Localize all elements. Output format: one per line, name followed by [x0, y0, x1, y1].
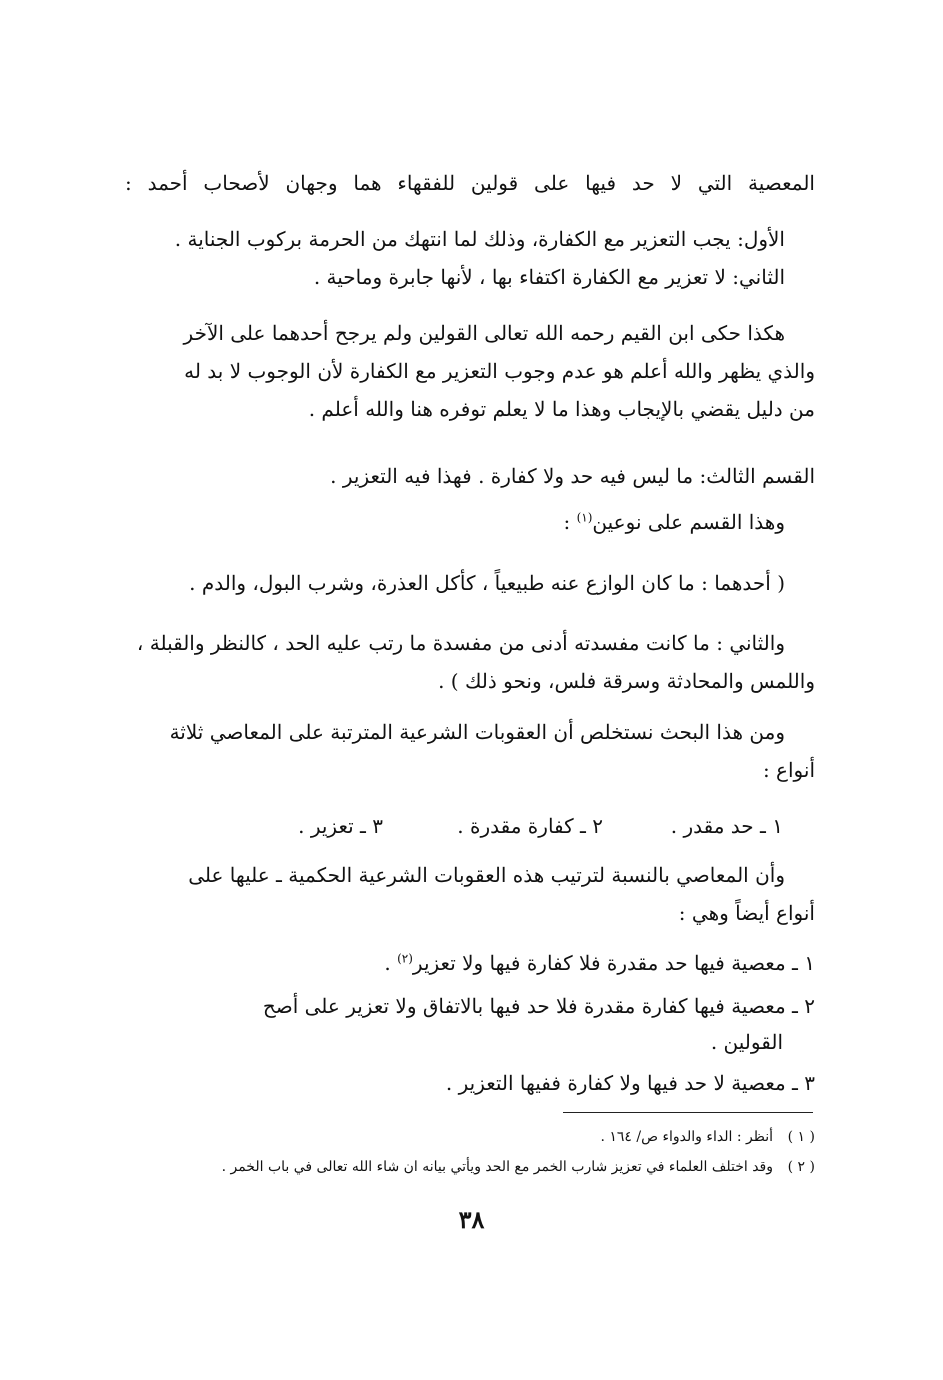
paragraph-line: ( أحدهما : ما كان الوازع عنه طبيعياً ، كأكل العذرة، وشرب البول، والدم .: [189, 571, 785, 595]
inline-text: ١ ـ معصية فيها حد مقدرة فلا كفارة فيها ولا تعزير: [412, 951, 815, 975]
list-item: ٢ ـ معصية فيها كفارة مقدرة فلا حد فيها بالاتفاق ولا تعزير على أصح: [262, 994, 815, 1018]
inline-text: :: [563, 510, 577, 534]
footnote-ref: (١): [576, 510, 593, 525]
paragraph-line: هكذا حكى ابن القيم رحمه الله تعالى القولين ولم يرجح أحدهما على الآخر: [183, 321, 785, 345]
list-item: ٣ ـ معصية لا حد فيها ولا كفارة ففيها التعزير .: [445, 1071, 815, 1095]
paragraph-line: [125, 507, 785, 537]
footnote-mark: ( ٢ ): [787, 1159, 815, 1175]
type-item: ٢ ـ كفارة مقدرة .: [457, 814, 603, 838]
paragraph-line: والذي يظهر والله أعلم هو عدم وجوب التعزير مع الكفارة لأن الوجوب لا بد له: [184, 359, 815, 383]
footnote: [115, 1126, 815, 1148]
paragraph-line: الأول: يجب التعزير مع الكفارة، وذلك لما انتهك من الحرمة بركوب الجناية .: [174, 227, 785, 251]
list-item: [125, 948, 815, 978]
type-item: ١ ـ حد مقدر .: [670, 814, 783, 838]
paragraph-line: المعصية التي لا حد فيها على قولين للفقهاء هما وجهان لأصحاب أحمد :: [125, 171, 815, 195]
footnote-text: وقد اختلف العلماء في تعزيز شارب الخمر مع الحد ويأتي بيانه ان شاء الله تعالى في باب الخمر .: [221, 1159, 773, 1175]
type-item: ٣ ـ تعزير .: [298, 814, 383, 838]
list-item-continuation: القولين .: [710, 1030, 783, 1054]
footnote-mark: ( ١ ): [787, 1129, 815, 1145]
paragraph-line: الثاني: لا تعزير مع الكفارة اكتفاء بها ، لأنها جابرة وماحية .: [313, 265, 785, 289]
paragraph-line: واللمس والمحادثة وسرقة فلس، ونحو ذلك ) .: [438, 669, 815, 693]
page-number: ٣٨: [458, 1205, 485, 1234]
paragraph-line: من دليل يقضي بالإيجاب وهذا ما لا يعلم توفره هنا والله أعلم .: [308, 397, 815, 421]
footnote-text: أنظر : الداء والدواء ص/ ١٦٤ .: [600, 1129, 773, 1145]
footnote: [115, 1156, 815, 1178]
paragraph-line: ومن هذا البحث نستخلص أن العقوبات الشرعية المترتبة على المعاصي ثلاثة: [169, 720, 785, 744]
footnote-separator: [563, 1112, 813, 1113]
paragraph-line: والثاني : ما كانت مفسدته أدنى من مفسدة ما رتب عليه الحد ، كالنظر والقبلة ،: [136, 631, 785, 655]
paragraph-line: أنواع أيضاً وهي :: [678, 901, 815, 925]
inline-text: .: [384, 951, 398, 975]
section-heading-line: القسم الثالث: ما ليس فيه حد ولا كفارة . فهذا فيه التعزير .: [330, 464, 815, 488]
paragraph-line: وأن المعاصي بالنسبة لترتيب هذه العقوبات الشرعية الحكمية ـ عليها على: [188, 863, 785, 887]
paragraph-line: أنواع :: [762, 758, 815, 782]
inline-text: وهذا القسم على نوعين: [592, 510, 785, 534]
footnote-ref: (٢): [397, 951, 413, 966]
